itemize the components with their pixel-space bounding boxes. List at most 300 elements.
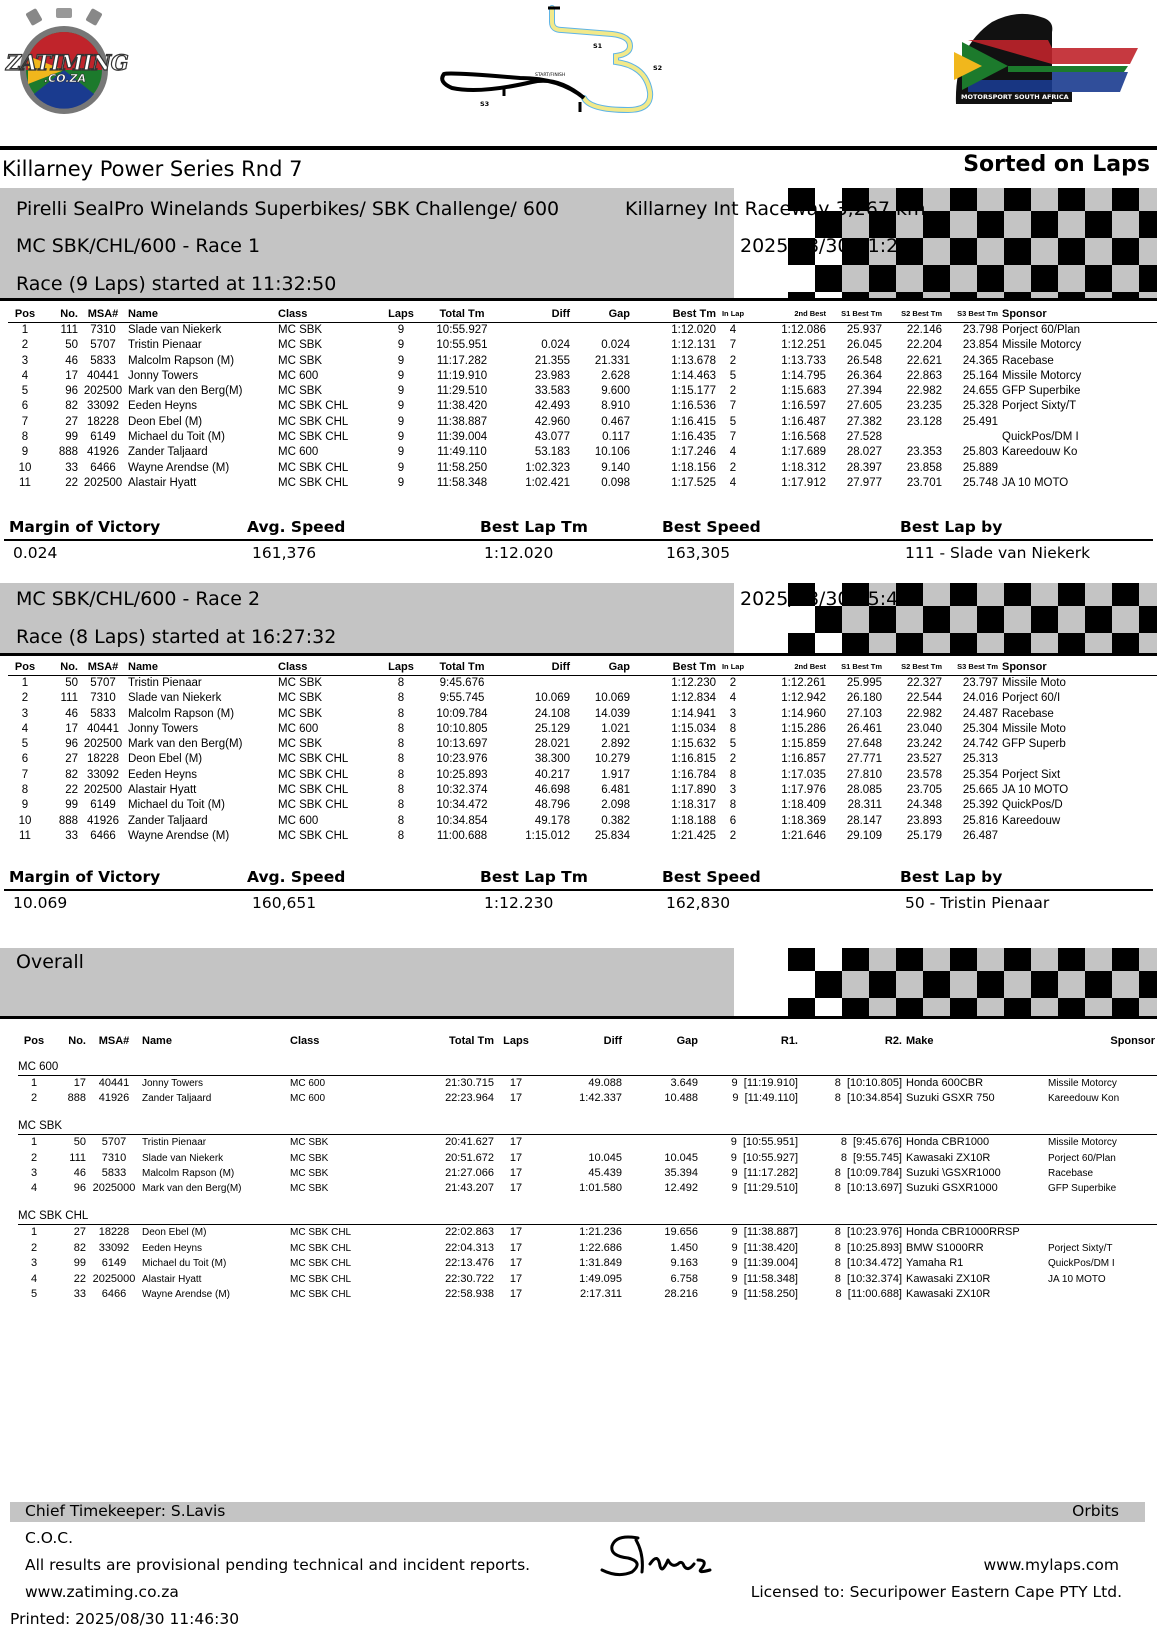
cell-best-tm: 1:16.784 [671,768,716,781]
cell-diff: 10.069 [534,692,570,705]
cell-diff: 1:21.236 [579,1226,622,1239]
cell-s2-best: 23.040 [906,722,942,735]
col-header-s1-best: S1 Best Tm [841,309,882,318]
cell-laps: 17 [509,1167,523,1180]
cell-total-tm: 11:38.887 [436,415,488,428]
cell-best-tm: 1:18.156 [671,461,716,474]
zatiming-logo-sub: .CO.ZA [44,72,87,85]
cell-s3-best: 25.354 [962,768,998,781]
cell-make: Suzuki \GSXR1000 [906,1167,1001,1180]
cell-msa: 5707 [90,339,116,352]
cell-r2: 8 [10:25.893] [834,1241,902,1254]
col-header-name: Name [128,661,158,673]
cell-name: Jonny Towers [128,369,199,382]
table-row [18,1287,1157,1302]
cell-total-tm: 11:58.250 [436,461,488,474]
cell-sponsor: JA 10 MOTO [1002,476,1069,489]
cell-pos: 8 [21,431,29,444]
cell-diff: 25.129 [534,722,570,735]
cell-s2-best: 23.893 [906,814,942,827]
cell-msa: 33092 [87,400,119,413]
cell-total-tm: 11:58.348 [436,476,488,489]
cell-in-lap: 2 [729,385,737,398]
overall-title: Overall [16,951,84,973]
cell-best-tm: 1:12.230 [671,677,716,689]
cell-name: Jonny Towers [128,722,199,735]
cell-class: MC SBK CHL [290,1273,352,1285]
race1-best-lap-value: 1:12.020 [484,544,554,562]
cell-diff: 23.983 [534,369,570,382]
cell-class: MC SBK [290,1137,329,1149]
race1-margin-value: 0.024 [13,544,58,562]
spacer-row [18,1049,1157,1059]
table-row [8,430,1157,445]
cell-laps: 9 [397,415,405,428]
col-header-s3-best: S3 Best Tm [957,309,998,318]
cell-r2: 8 [9:45.676] [840,1136,902,1149]
cell-msa: 33092 [98,1241,130,1254]
cell-make: Honda CBR1000 [906,1136,990,1149]
cell-no: 888 [58,446,78,459]
cell-r1: 9 [11:58.348] [731,1272,798,1285]
table-row [18,1272,1157,1287]
cell-in-lap: 4 [729,446,737,459]
cell-msa: 7310 [90,324,116,336]
cell-in-lap: 3 [729,784,737,797]
col-header-total-tm: Total Tm [439,308,485,320]
table-row [18,1225,1157,1241]
cell-name: Slade van Niekerk [128,692,222,705]
cell-s2-best: 22.621 [906,354,942,367]
mylaps-website: www.mylaps.com [983,1556,1119,1574]
cell-in-lap: 8 [729,722,737,735]
table-row [8,691,1157,706]
cell-name: Zander Taljaard [128,814,208,827]
table-row [8,399,1157,414]
cell-sponsor: Missile Motorcy [1002,369,1082,382]
race2-margin-value: 10.069 [13,894,68,912]
cell-name: Wayne Arendse (M) [128,829,230,842]
cell-total-tm: 21:27.066 [445,1167,494,1180]
cell-pos: 3 [21,354,29,367]
race2-name: MC SBK/CHL/600 - Race 2 [16,588,261,610]
cell-sponsor [1000,461,1157,476]
cell-r2: 8 [10:10.805] [834,1076,902,1089]
cell-total-tm: 10:32.374 [436,784,488,797]
cell-diff: 1:02.421 [525,476,570,489]
cell-laps: 9 [397,385,405,398]
cell-s2-best: 22.982 [906,707,942,720]
cell-no: 99 [65,799,78,812]
cell-s3-best: 24.365 [962,354,998,367]
cell-2nd-best: 1:16.597 [781,400,826,413]
cell-gap: 6.758 [670,1272,698,1285]
cell-s1-best: 26.045 [846,339,882,352]
cell-no: 111 [60,324,78,336]
chief-timekeeper: Chief Timekeeper: S.Lavis [25,1502,226,1520]
spacer-cell [18,1049,1157,1059]
cell-diff: 1:49.095 [579,1272,622,1285]
col-header-gap: Gap [608,661,630,673]
cell-msa: 5833 [90,707,116,720]
cell-s2-best: 23.353 [906,446,942,459]
cell-gap [624,1135,700,1151]
cell-s2-best: 22.327 [906,677,942,689]
col-header-pos: Pos [23,1035,45,1047]
cell-total-tm: 10:34.472 [436,799,488,812]
cell-r1: 9 [11:58.250] [731,1287,798,1300]
cell-class: MC 600 [290,1093,326,1105]
cell-s2-best: 23.128 [906,415,942,428]
table-row [8,369,1157,384]
cell-pos: 9 [21,446,29,459]
zatiming-logo [4,6,129,118]
signature [598,1530,716,1580]
cell-s3-best: 23.797 [962,677,998,689]
cell-in-lap: 2 [729,829,737,842]
cell-laps: 8 [397,829,405,842]
cell-pos: 7 [21,768,29,781]
cell-in-lap: 2 [729,677,737,689]
licensed-to: Licensed to: Securipower Eastern Cape PTY Ltd. [750,1583,1122,1601]
cell-s3-best: 24.655 [962,385,998,398]
col-header-no: No. [68,1035,86,1047]
cell-best-tm: 1:18.188 [671,814,716,827]
cell-s2-best: 23.705 [906,784,942,797]
col-header-class: Class [278,661,308,673]
cell-s3-best: 25.803 [962,446,998,459]
cell-2nd-best: 1:17.912 [781,476,826,489]
cell-name: Slade van Niekerk [142,1152,224,1164]
sort-label: Sorted on Laps [963,152,1150,177]
race2-datetime: 2025/08/30 15:40 [740,588,911,610]
spacer-cell [18,1197,1157,1209]
cell-laps: 17 [509,1136,523,1149]
cell-laps: 9 [397,324,405,336]
cell-pos: 1 [30,1136,38,1149]
cell-gap: 9.163 [670,1257,698,1270]
cell-gap [572,676,632,692]
race2-best-lap-value: 1:12.230 [484,894,554,912]
cell-no: 33 [65,829,78,842]
table-row [8,814,1157,829]
cell-no: 22 [73,1272,86,1285]
cell-laps: 17 [509,1182,523,1195]
cell-no: 22 [65,784,78,797]
cell-s1-best: 26.461 [846,722,882,735]
cell-laps: 9 [397,369,405,382]
cell-total-tm: 11:49.110 [437,446,487,459]
col-header-2nd-best: 2nd Best [794,309,826,318]
col-header-pos: Pos [14,661,36,673]
cell-2nd-best: 1:16.857 [781,753,826,766]
cell-2nd-best: 1:17.689 [781,446,826,459]
cell-pos: 4 [21,369,29,382]
race1-band-rule [0,298,1157,301]
cell-pos: 6 [21,753,29,766]
cell-gap: 14.039 [594,707,630,720]
race1-best-lap-by-label: Best Lap by [900,518,1003,536]
cell-2nd-best: 1:16.568 [781,431,826,444]
col-header-make: Make [906,1035,934,1047]
cell-make: Yamaha R1 [906,1257,964,1270]
cell-class: MC 600 [278,814,319,827]
cell-msa: 202500 [83,476,123,489]
table-row [18,1091,1157,1106]
col-header-gap: Gap [676,1035,698,1047]
cell-diff: 43.077 [534,431,570,444]
cell-class: MC SBK CHL [290,1288,352,1300]
cell-r2: 8 [10:23.976] [834,1226,902,1239]
table-row [8,323,1157,339]
cell-diff: 21.355 [534,354,570,367]
cell-name: Malcolm Rapson (M) [128,354,235,367]
cell-sponsor: Porject 60/Plan [1048,1152,1116,1164]
cell-msa: 2025000 [92,1272,136,1285]
spacer-row [18,1107,1157,1119]
col-header-s1-best: S1 Best Tm [841,662,882,671]
cell-2nd-best: 1:12.251 [781,339,826,352]
cell-no: 111 [60,692,78,705]
sector-s1: S1 [593,42,603,50]
cell-name: Eeden Heyns [142,1242,203,1254]
cell-s3-best: 23.798 [962,324,998,336]
race1-stats-rule [4,539,1153,541]
table-row [8,798,1157,813]
cell-2nd-best: 1:14.795 [781,369,826,382]
cell-diff: 1:15.012 [525,829,570,842]
cell-best-tm: 1:14.463 [671,369,716,382]
cell-gap: 1.450 [670,1241,698,1254]
cell-laps: 8 [397,799,405,812]
cell-total-tm: 22:13.476 [445,1257,494,1270]
cell-2nd-best: 1:16.487 [781,415,826,428]
cell-gap: 35.394 [664,1167,698,1180]
cell-s1-best: 28.311 [847,799,882,812]
cell-gap: 9.140 [601,461,630,474]
track-map [440,2,690,116]
cell-sponsor [1046,1225,1157,1241]
table-row [18,1256,1157,1271]
cell-s3-best: 25.889 [962,461,998,474]
cell-in-lap: 5 [729,369,737,382]
cell-class: MC SBK CHL [290,1258,352,1270]
cell-gap: 2.098 [601,799,630,812]
cell-gap: 19.656 [664,1226,698,1239]
race1-results-table [8,306,1157,491]
cell-name: Michael du Toit (M) [142,1258,227,1270]
cell-name: Jonny Towers [142,1077,203,1089]
cell-total-tm: 11:29.510 [436,385,488,398]
cell-s3-best: 25.392 [962,799,998,812]
cell-in-lap: 8 [729,768,737,781]
cell-total-tm: 22:04.313 [445,1241,494,1254]
col-header-s2-best: S2 Best Tm [901,662,942,671]
cell-laps: 17 [509,1151,523,1164]
spacer-cell [18,1107,1157,1119]
cell-total-tm: 20:51.672 [445,1151,494,1164]
cell-diff: 1:31.849 [579,1257,622,1270]
col-header-pos: Pos [14,308,36,320]
cell-sponsor: QuickPos/DM I [1048,1258,1115,1270]
cell-no: 46 [73,1167,86,1180]
cell-class: MC 600 [278,446,319,459]
header-row [18,1034,1157,1049]
cell-2nd-best: 1:18.369 [781,814,826,827]
cell-class: MC SBK [278,707,323,720]
cell-best-tm: 1:18.317 [671,799,716,812]
cell-pos: 4 [21,722,29,735]
race2-best-lap-by-label: Best Lap by [900,868,1003,886]
cell-msa: 18228 [87,415,119,428]
cell-laps: 9 [397,400,405,413]
class-group-name: MC 600 [18,1059,1157,1075]
cell-make: Kawasaki ZX10R [906,1151,991,1164]
table-row [18,1181,1157,1196]
cell-class: MC SBK [278,324,323,336]
cell-name: Michael du Toit (M) [128,431,225,444]
zatiming-website: www.zatiming.co.za [25,1583,179,1601]
cell-msa: 40441 [98,1076,130,1089]
cell-laps: 17 [509,1272,523,1285]
race1-venue: Killarney Int Raceway 3,267 km [625,198,926,220]
cell-s1-best: 26.548 [846,354,882,367]
cell-make: Kawasaki ZX10R [906,1272,991,1285]
class-group-header [18,1209,1157,1225]
cell-total-tm: 10:25.893 [436,768,488,781]
race1-best-speed-label: Best Speed [662,518,761,536]
race2-best-lap-label: Best Lap Tm [480,868,588,886]
cell-in-lap: 7 [729,339,737,352]
cell-laps: 17 [509,1092,523,1105]
cell-total-tm: 21:30.715 [445,1076,494,1089]
race2-best-lap-by-value: 50 - Tristin Pienaar [905,894,1050,912]
cell-r1: 9 [10:55.951] [730,1136,798,1149]
cell-s2-best: 23.578 [906,768,942,781]
cell-msa: 41926 [98,1092,130,1105]
cell-s1-best: 25.995 [846,677,882,689]
cell-in-lap: 2 [729,753,737,766]
cell-best-tm: 1:17.890 [671,784,716,797]
col-header-msa: MSA# [98,1035,130,1047]
cell-laps: 8 [397,784,405,797]
cell-sponsor [1000,829,1157,844]
cell-2nd-best: 1:14.960 [781,707,826,720]
col-header-sponsor: Sponsor [1110,1035,1155,1047]
cell-laps: 8 [397,814,405,827]
cell-make: Kawasaki ZX10R [906,1287,991,1300]
cell-class: MC SBK [290,1168,329,1180]
cell-s1-best: 27.605 [846,400,882,413]
cell-class: MC SBK CHL [278,753,349,766]
cell-no: 50 [65,677,78,689]
cell-total-tm: 10:55.951 [436,339,488,352]
cell-laps: 8 [397,753,405,766]
table-row [8,384,1157,399]
cell-make: Honda CBR1000RRSP [906,1226,1020,1239]
cell-class: MC SBK [278,385,323,398]
cell-diff: 49.088 [588,1076,622,1089]
col-header-best-tm: Best Tm [672,308,716,320]
cell-s3-best: 25.665 [962,784,998,797]
cell-sponsor: Porject 60/I [1002,692,1061,705]
cell-class: MC SBK CHL [278,784,349,797]
table-row [8,783,1157,798]
cell-gap: 10.069 [594,692,630,705]
cell-best-tm: 1:12.834 [671,692,716,705]
cell-gap: 0.098 [601,476,630,489]
race1-started: Race (9 Laps) started at 11:32:50 [16,273,337,295]
cell-s3-best: 24.487 [962,707,998,720]
cell-best-tm: 1:14.941 [671,707,716,720]
cell-msa: 7310 [101,1151,127,1164]
cell-s1-best: 27.394 [846,385,882,398]
cell-sponsor: JA 10 MOTO [1002,784,1069,797]
cell-name: Slade van Niekerk [128,324,222,336]
table-row [18,1075,1157,1091]
cell-gap: 10.045 [664,1151,698,1164]
race1-series: Pirelli SealPro Winelands Superbikes/ SBK Challenge/ 600 [16,198,560,220]
cell-best-tm: 1:15.632 [671,738,716,751]
cell-name: Wayne Arendse (M) [142,1288,230,1300]
cell-sponsor: Porject Sixty/T [1048,1242,1113,1254]
class-group-name: MC SBK CHL [18,1209,1157,1225]
cell-diff: 33.583 [534,385,570,398]
cell-in-lap: 5 [729,738,737,751]
cell-pos: 2 [30,1241,38,1254]
cell-s1-best: 25.937 [846,324,882,336]
event-title: Killarney Power Series Rnd 7 [2,157,303,181]
cell-best-tm: 1:16.815 [671,753,716,766]
cell-class: MC SBK [290,1183,329,1195]
cell-2nd-best: 1:18.409 [781,799,826,812]
cell-pos: 7 [21,415,29,428]
cell-total-tm: 10:10.805 [436,722,488,735]
cell-laps: 8 [397,738,405,751]
col-header-diff: Diff [603,1035,622,1047]
cell-diff: 38.300 [534,753,570,766]
col-header-best-tm: Best Tm [672,661,716,673]
col-header-gap: Gap [608,308,630,320]
cell-r2: 8 [10:13.697] [834,1182,902,1195]
cell-diff: 1:42.337 [579,1092,622,1105]
cell-sponsor: Racebase [1048,1168,1094,1180]
cell-best-tm: 1:16.536 [671,400,716,413]
cell-no: 82 [65,768,78,781]
cell-no: 96 [65,738,78,751]
cell-name: Mark van den Berg(M) [128,738,243,751]
cell-r1: 9 [10:55.927] [730,1151,798,1164]
cell-gap: 10.279 [594,753,630,766]
cell-no: 17 [73,1076,86,1089]
cell-class: MC SBK CHL [278,799,349,812]
cell-laps: 8 [397,677,405,689]
cell-total-tm: 11:17.282 [436,354,488,367]
cell-laps: 8 [397,692,405,705]
cell-in-lap: 7 [729,431,737,444]
cell-msa: 6149 [101,1257,127,1270]
cell-sponsor: Porject Sixt [1002,768,1061,781]
cell-msa: 6149 [90,431,116,444]
cell-msa: 202500 [83,385,123,398]
cell-pos: 5 [21,738,29,751]
cell-diff: 2:17.311 [579,1287,622,1300]
cell-total-tm: 21:43.207 [445,1182,494,1195]
cell-diff: 10.045 [588,1151,622,1164]
cell-msa: 41926 [87,814,119,827]
cell-gap: 12.492 [664,1182,698,1195]
cell-gap: 6.481 [601,784,630,797]
